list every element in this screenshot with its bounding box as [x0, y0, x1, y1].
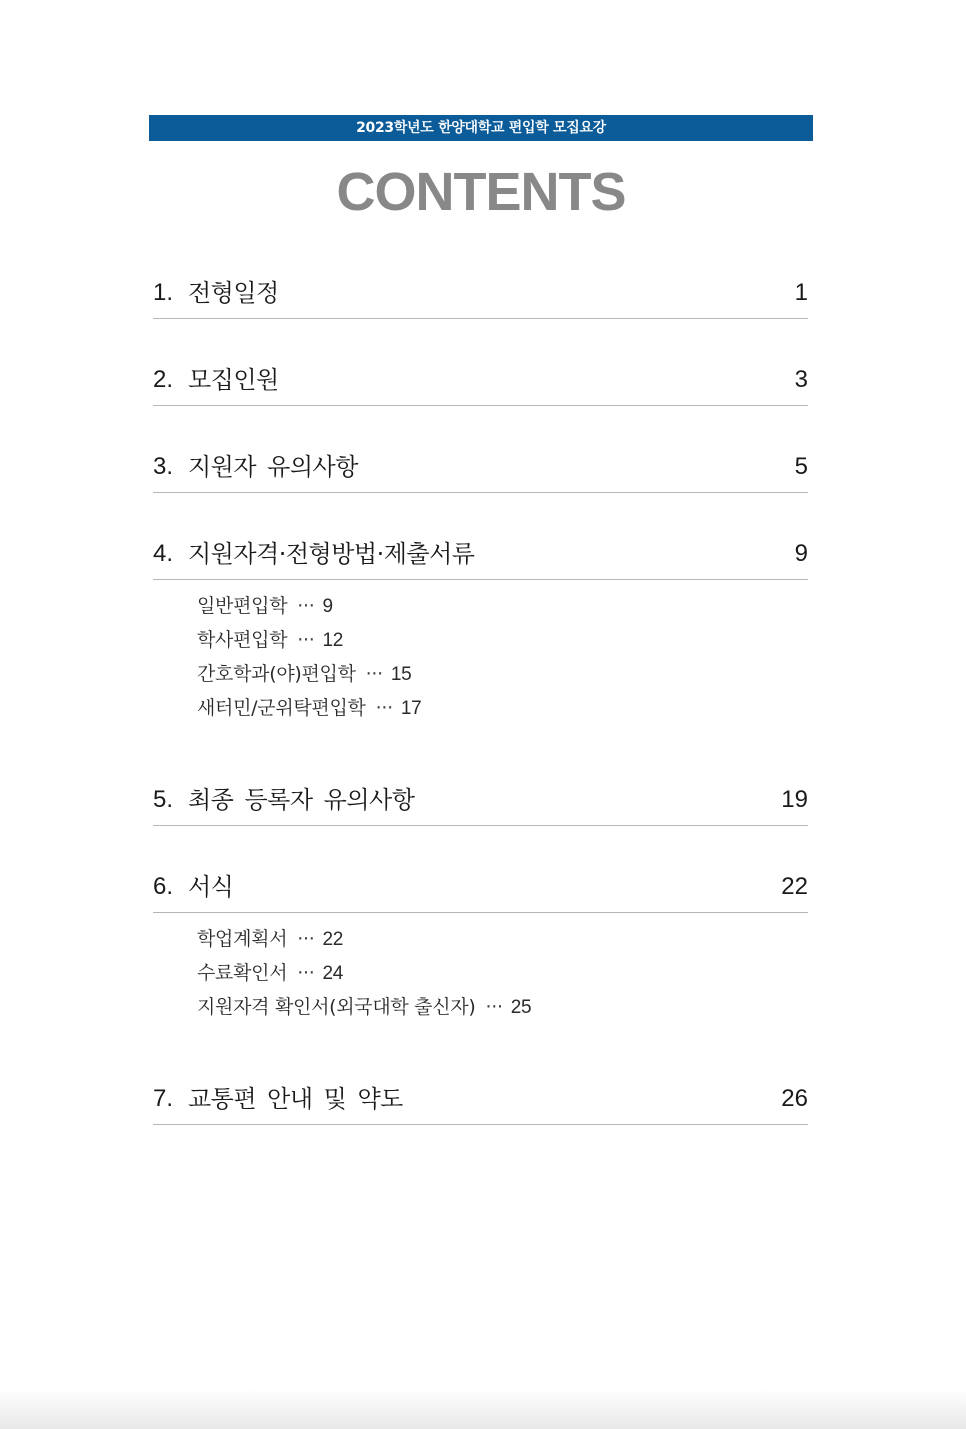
subitem-page-number: 12	[322, 630, 344, 651]
section-number: 7.	[153, 1085, 174, 1112]
subitem-page-number: 25	[510, 997, 532, 1018]
subitem-page-number: 15	[390, 664, 412, 685]
subitem-page-number: 24	[322, 963, 344, 984]
section-title: 최종 등록자 유의사항	[188, 786, 415, 814]
section-number: 4.	[153, 540, 174, 567]
subitem-title: 일반편입학	[197, 595, 288, 617]
toc-section-3[interactable]	[153, 448, 808, 493]
toc-section-6[interactable]	[153, 868, 808, 913]
subitem-page-number: 9	[322, 596, 333, 617]
toc-subitem[interactable]	[197, 956, 797, 990]
section-number: 1.	[153, 279, 174, 306]
section-title: 교통편 안내 및 약도	[188, 1085, 403, 1113]
toc-subitem[interactable]	[197, 691, 797, 725]
leader-dots: ···	[297, 928, 315, 950]
toc-section-4[interactable]	[153, 535, 808, 580]
subitem-page-number: 17	[400, 698, 422, 719]
section-title: 지원자격·전형방법·제출서류	[188, 540, 475, 568]
subitem-title: 학사편입학	[197, 629, 288, 651]
leader-dots: ···	[485, 996, 503, 1018]
section-page-number: 26	[781, 1085, 808, 1112]
section-4-subitems	[197, 589, 797, 725]
subitem-title: 새터민/군위탁편입학	[197, 697, 366, 719]
page-title: CONTENTS	[336, 162, 626, 222]
subitem-title: 간호학과(야)편입학	[197, 663, 356, 685]
leader-dots: ···	[365, 663, 383, 685]
section-number: 2.	[153, 366, 174, 393]
leader-dots: ···	[375, 697, 393, 719]
subitem-page-number: 22	[322, 929, 344, 950]
section-page-number: 1	[794, 279, 808, 306]
header-banner: 2023학년도 한양대학교 편입학 모집요강	[149, 115, 813, 141]
toc-subitem[interactable]	[197, 990, 797, 1024]
toc-section-5[interactable]	[153, 781, 808, 826]
toc-section-2[interactable]	[153, 361, 808, 406]
section-title: 모집인원	[188, 366, 279, 394]
section-number: 6.	[153, 873, 174, 900]
section-page-number: 19	[781, 786, 808, 813]
subitem-title: 수료확인서	[197, 962, 288, 984]
toc-section-7[interactable]	[153, 1080, 808, 1125]
section-number: 3.	[153, 453, 174, 480]
toc-subitem[interactable]	[197, 922, 797, 956]
section-title: 서식	[188, 873, 234, 901]
leader-dots: ···	[297, 629, 315, 651]
section-page-number: 9	[794, 540, 808, 567]
subitem-title: 지원자격 확인서(외국대학 출신자)	[197, 996, 476, 1018]
section-page-number: 3	[794, 366, 808, 393]
toc-section-1[interactable]	[153, 274, 808, 319]
leader-dots: ···	[297, 595, 315, 617]
toc-subitem[interactable]	[197, 589, 797, 623]
section-title: 전형일정	[188, 279, 279, 307]
section-6-subitems	[197, 922, 797, 1024]
subitem-title: 학업계획서	[197, 928, 288, 950]
section-title: 지원자 유의사항	[188, 453, 358, 481]
toc-subitem[interactable]	[197, 657, 797, 691]
section-page-number: 5	[794, 453, 808, 480]
leader-dots: ···	[297, 962, 315, 984]
section-page-number: 22	[781, 873, 808, 900]
page-edge-shadow	[0, 1389, 966, 1429]
toc-subitem[interactable]	[197, 623, 797, 657]
section-number: 5.	[153, 786, 174, 813]
